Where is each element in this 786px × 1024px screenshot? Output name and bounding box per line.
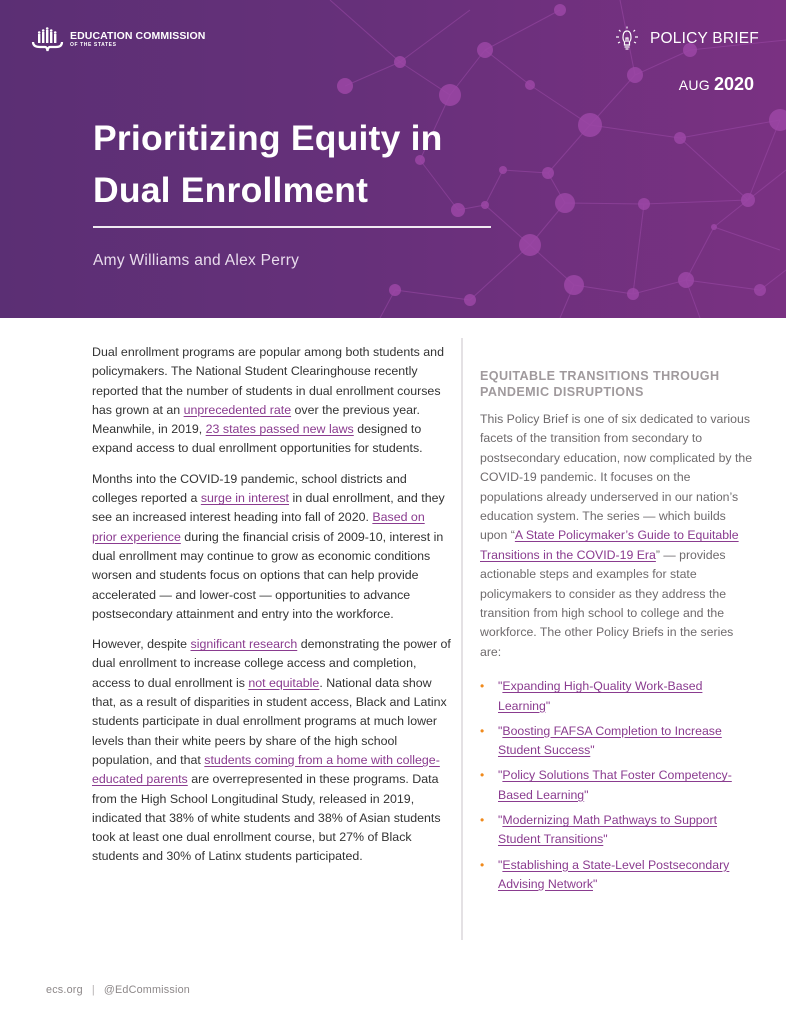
link-not-equitable[interactable]: not equitable bbox=[248, 675, 320, 690]
publication-month: AUG bbox=[678, 77, 710, 93]
link-state-policymakers-guide[interactable]: A State Policymaker’s Guide to Equitable Transitions in the COVID-19 Era bbox=[480, 528, 739, 562]
org-subname: OF THE STATES bbox=[70, 42, 117, 48]
footer bbox=[46, 984, 190, 996]
publication-year: 2020 bbox=[713, 74, 754, 94]
document-type-label bbox=[612, 26, 759, 52]
text: demonstrating the power of dual enrollment to increase college access and completion, access to dual enrollment is bbox=[92, 637, 451, 690]
bullet-icon: • bbox=[480, 723, 485, 738]
sidebar-intro bbox=[480, 410, 755, 662]
link-significant-research[interactable]: significant research bbox=[190, 637, 298, 652]
text: However, despite bbox=[92, 637, 191, 652]
text: designed to expand access to dual enrollment opportunities for students. bbox=[92, 422, 423, 456]
title-divider bbox=[93, 226, 491, 228]
list-item bbox=[480, 677, 755, 716]
quote: " bbox=[545, 698, 551, 713]
ecs-logo-icon bbox=[30, 27, 66, 53]
footer-social-handle[interactable]: @EdCommission bbox=[103, 984, 190, 996]
bullet-icon: • bbox=[480, 679, 485, 694]
paragraph-2 bbox=[92, 470, 452, 624]
quote: " bbox=[498, 768, 503, 783]
quote: " bbox=[603, 832, 608, 847]
quote: " bbox=[584, 787, 589, 802]
link-surge-in-interest[interactable]: surge in interest bbox=[200, 491, 289, 506]
link-23-states-passed-new-laws[interactable]: 23 states passed new laws bbox=[205, 422, 354, 437]
link-unprecedented-rate[interactable]: unprecedented rate bbox=[183, 402, 292, 417]
org-logo[interactable] bbox=[30, 27, 205, 53]
main-column bbox=[92, 343, 452, 878]
text: . National data show that, as a result of disparities in student access, Black and Latinx students participate in dual enrollment programs at much lower levels than their white peers by share of the high school population, and that bbox=[92, 675, 447, 767]
footer-website-link[interactable]: ecs.org bbox=[46, 984, 83, 996]
list-item bbox=[480, 722, 755, 761]
bullet-icon: • bbox=[480, 768, 485, 783]
quote: " bbox=[498, 679, 503, 694]
text: ” — provides actionable steps and examples for state policymakers to consider as they address the transition from high school to college and the workforce. The other Policy Briefs in the series are: bbox=[480, 547, 734, 659]
link-fafsa-completion[interactable]: Boosting FAFSA Completion to Increase Student Success bbox=[498, 723, 722, 758]
quote: " bbox=[498, 857, 503, 872]
quote: " bbox=[593, 876, 598, 891]
authors: Amy Williams and Alex Perry bbox=[93, 252, 300, 269]
quote: " bbox=[498, 813, 503, 828]
link-advising-network[interactable]: Establishing a State-Level Postsecondary Advising Network bbox=[498, 857, 730, 891]
footer-separator: | bbox=[91, 984, 95, 996]
paragraph-3 bbox=[92, 635, 452, 867]
paragraph-1 bbox=[92, 343, 452, 459]
list-item bbox=[480, 766, 755, 805]
bullet-icon: • bbox=[480, 857, 485, 872]
bullet-icon: • bbox=[480, 813, 485, 828]
header-banner bbox=[0, 0, 786, 318]
text: in dual enrollment, and they see an increased interest heading into fall of 2020. bbox=[92, 491, 445, 525]
text: during the financial crisis of 2009-10, interest in dual enrollment may continue to grow as economic conditions worsen and students focus on options that can help provide accelerated — and lower-cost — opportunities to advance postsecondary attainment and entry into the workforce. bbox=[92, 529, 444, 621]
policy-brief-list bbox=[480, 677, 755, 894]
lightbulb-icon bbox=[612, 26, 642, 52]
text: This Policy Brief is one of six dedicated to various facets of the transition from secondary to postsecondary education, now complicated by the COVID-19 pandemic. It focuses on the populations already underserved in our nation’s education system. The series — which builds upon “ bbox=[480, 412, 753, 543]
quote: " bbox=[590, 743, 595, 758]
text: Dual enrollment programs are popular among both students and policymakers. The National Student Clearinghouse recently reported that the number of students in dual enrollment courses has grown at an bbox=[92, 345, 444, 417]
title-line-2: Dual Enrollment bbox=[93, 170, 369, 210]
text: are overrepresented in these programs. Data from the High School Longitudinal Study, released in 2019, indicated that 38% of white students and 38% of Asian students took at least one dual enrollment course, but 27% of Black students and 30% of Latinx students participated. bbox=[92, 772, 441, 864]
list-item bbox=[480, 811, 755, 850]
quote: " bbox=[498, 723, 503, 738]
link-based-on[interactable]: Based on bbox=[372, 510, 425, 525]
sidebar bbox=[461, 338, 763, 940]
link-work-based-learning[interactable]: Expanding High-Quality Work-Based Learning bbox=[498, 679, 703, 713]
text: Months into the COVID-19 pandemic, school districts and colleges reported a bbox=[92, 471, 407, 506]
org-name: EDUCATION COMMISSION bbox=[70, 30, 206, 42]
publication-date bbox=[679, 74, 754, 95]
link-math-pathways[interactable]: Modernizing Math Pathways to Support Student Transitions bbox=[498, 813, 718, 847]
page-title bbox=[93, 112, 533, 216]
sidebar-heading: EQUITABLE TRANSITIONS THROUGH PANDEMIC DISRUPTIONS bbox=[480, 369, 720, 399]
link-competency-based-learning[interactable]: Policy Solutions That Foster Competency-Based Learning bbox=[498, 768, 732, 802]
list-item bbox=[480, 856, 755, 895]
text: over the previous year. Meanwhile, in 2019, bbox=[92, 402, 420, 437]
title-line-1: Prioritizing Equity in bbox=[93, 118, 443, 158]
link-prior-experience[interactable]: prior experience bbox=[92, 529, 181, 544]
policy-brief-label: POLICY BRIEF bbox=[650, 30, 759, 47]
link-college-educated-parents[interactable]: students coming from a home with college-educated parents bbox=[92, 752, 440, 787]
